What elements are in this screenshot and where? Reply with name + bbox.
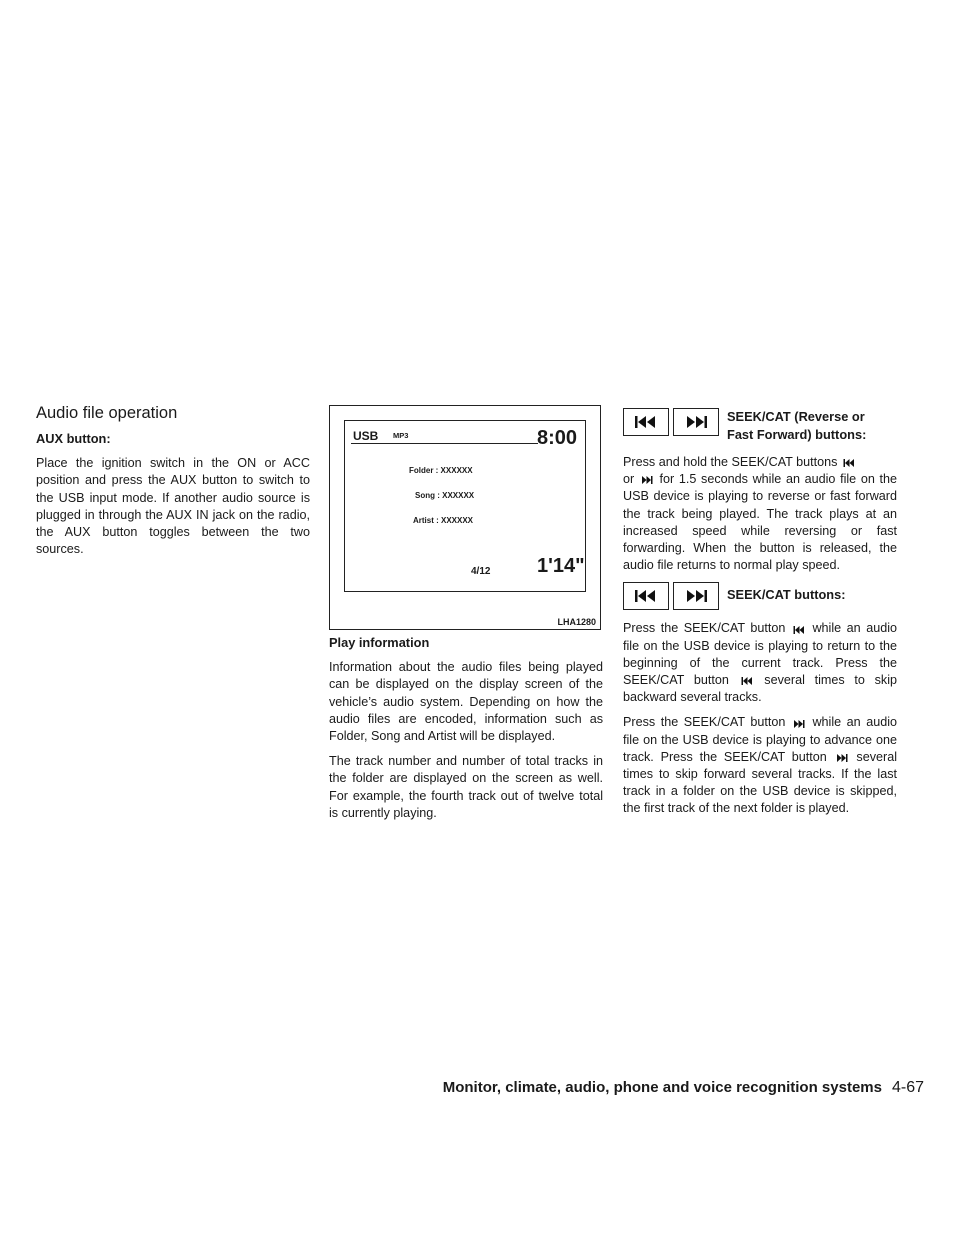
screen-artist: Artist : XXXXXX <box>413 516 474 525</box>
screen-song: Song : XXXXXX <box>415 491 475 500</box>
skip-forward-icon <box>793 719 805 729</box>
seek-reverse-button-figure <box>623 408 669 436</box>
column-aux <box>36 430 310 566</box>
skip-back-icon <box>633 415 659 429</box>
skip-back-icon <box>741 676 753 686</box>
seek-body-2 <box>623 714 897 817</box>
seek-forward-button-figure <box>673 408 719 436</box>
seek-text-1b: while an audio file on the USB device is playing to return to the beginning of the current track. Press the SEEK/CAT button <box>623 621 898 688</box>
page-number: 4-67 <box>891 1079 924 1096</box>
display-screen <box>344 420 586 592</box>
screen-folder: Folder : XXXXXX <box>409 466 473 475</box>
seek-ff-text-1: Press and hold the SEEK/CAT buttons <box>623 455 838 469</box>
play-info-heading: Play information <box>329 635 430 650</box>
seek-text-2b: while an audio file on the USB device is playing to advance one track. Press the SEEK/CAT button <box>623 715 898 764</box>
screen-track-number: 4/12 <box>471 566 491 577</box>
aux-heading: AUX button: <box>36 431 111 446</box>
seek-ff-button-row <box>623 408 897 444</box>
section-title: Audio file operation <box>36 404 178 422</box>
play-info-p2: The track number and number of total tracks in the folder are displayed on the screen as well. For example, the fourth track out of twelve total is currently playing. <box>329 754 603 820</box>
screen-source: USB <box>353 429 379 443</box>
skip-forward-icon <box>683 589 709 603</box>
skip-back-icon <box>793 625 805 635</box>
seek-text-2c: several times to skip forward several tracks. If the last track in a folder on the USB device is skipped, the first track of the next folder is played. <box>623 749 898 816</box>
seek-ff-text-3: for 1.5 seconds while an audio file on the USB device is playing to reverse or fast forward the track being played. The track plays at an increased speed while reversing or fast forwarding. When the button is released, the audio file returns to normal play speed. <box>623 472 897 573</box>
seek-ff-label-line2: Fast Forward) buttons: <box>727 427 867 442</box>
figure-id: LHA1280 <box>557 617 596 627</box>
screen-clock: 8:00 <box>536 427 577 449</box>
screen-divider <box>351 443 538 444</box>
page-footer <box>443 1079 924 1097</box>
seek-label: SEEK/CAT buttons: <box>727 587 846 603</box>
seek-ff-text-2: or <box>623 472 635 487</box>
skip-back-icon <box>633 589 659 603</box>
seek-body-1 <box>623 620 897 706</box>
skip-forward-icon <box>836 753 848 763</box>
seek-button-row <box>623 582 897 610</box>
seek-ff-label-line1: SEEK/CAT (Reverse or <box>727 409 865 424</box>
play-info-p1: Information about the audio files being played can be displayed on the display screen of the vehicle’s audio system. Depending on how the audio files are encoded, information such as Folder, Song and Artist will be displayed. <box>329 660 603 744</box>
skip-back-icon <box>843 458 855 468</box>
column-play-info <box>329 634 603 830</box>
seek-ff-label <box>727 408 866 444</box>
footer-title: Monitor, climate, audio, phone and voice recognition systems <box>442 1079 882 1096</box>
skip-forward-icon <box>683 415 709 429</box>
seek-text-1a: Press the SEEK/CAT button <box>623 621 786 636</box>
seek-text-1c: several times to skip backward several tracks. <box>623 673 898 705</box>
column-seek <box>623 408 897 826</box>
seek-ff-body <box>623 454 897 574</box>
aux-body: Place the ignition switch in the ON or ACC position and press the AUX button to switch to the USB input mode. If another audio source is plugged in through the AUX IN jack on the radio, the AUX button toggles between the two sources. <box>36 456 310 557</box>
usb-display-figure <box>329 405 601 630</box>
seek-next-button-figure <box>673 582 719 610</box>
screen-format: MP3 <box>393 431 409 440</box>
skip-forward-icon <box>641 475 653 485</box>
seek-text-2a: Press the SEEK/CAT button <box>623 715 786 730</box>
seek-back-button-figure <box>623 582 669 610</box>
screen-elapsed-time: 1'14" <box>537 555 585 577</box>
